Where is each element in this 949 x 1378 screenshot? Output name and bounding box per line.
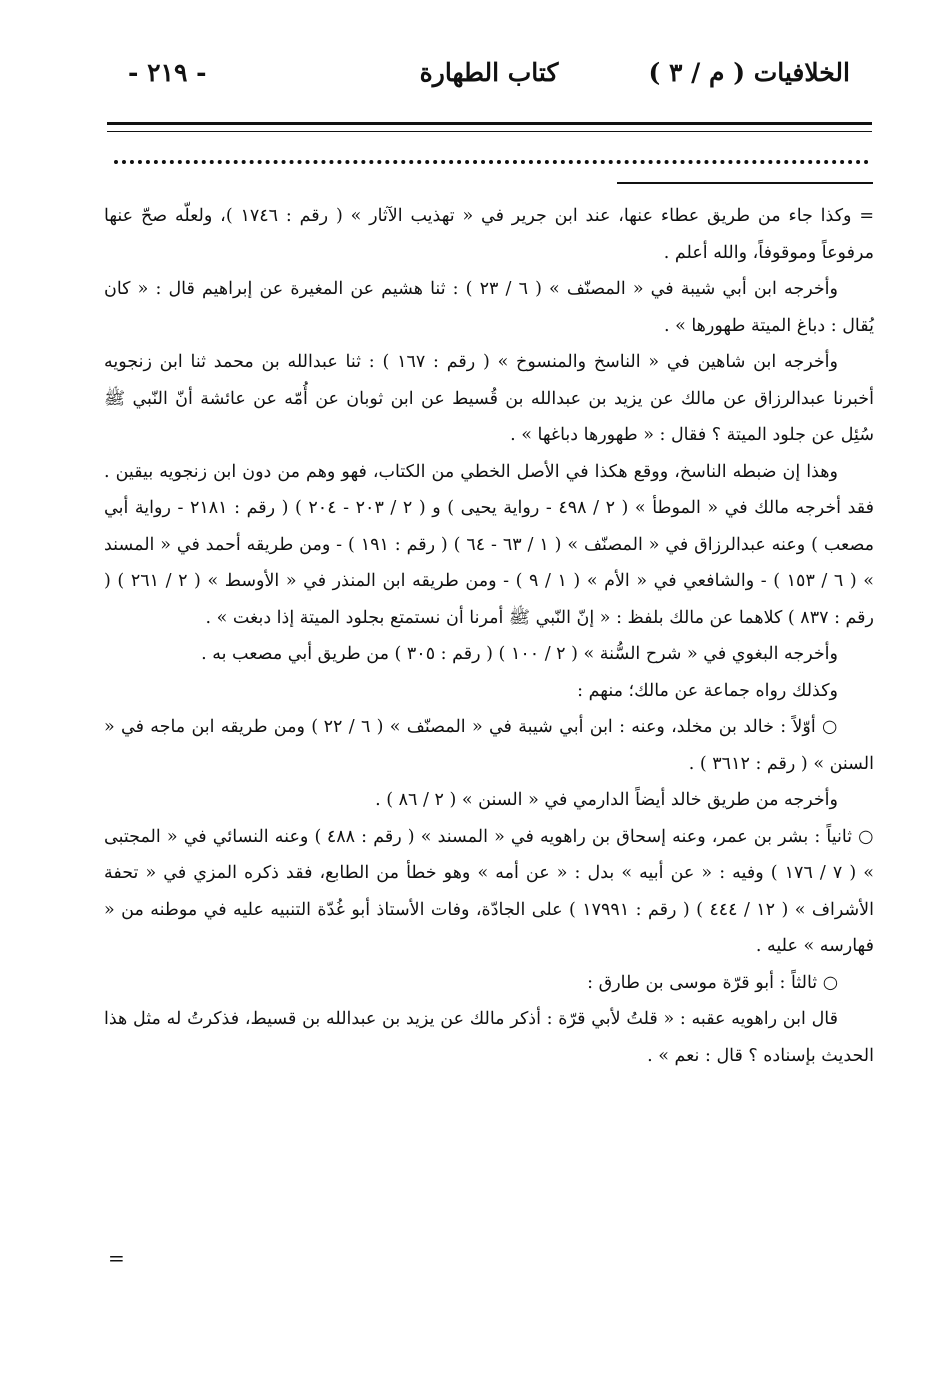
- paragraph: ○ ثانياً : بشر بن عمر، وعنه إسحاق بن راهويه في « المسند » ( رقم : ٤٨٨ ) وعنه النسائي في « المجتبى » ( ٧ / ١٧٦ ) وفيه : « عن أبيه » بدل : « عن أمه » وهو خطأ من الطابع، فقد ذكره المزي في « تحفة الأشراف » ( ١٢ / ٤٤٤ ) ( رقم : ١٧٩٩١ ) على الجادّة، وفات الأستاذ أبو غُدّة التنبيه عليه في موطنه من « فهارسه » عليه .: [104, 826, 875, 956]
- page-header: [128, 58, 850, 98]
- paragraph: ○ أوّلاً : خالد بن مخلد، وعنه : ابن أبي شيبة في « المصنّف » ( ٦ / ٢٢ ) ومن طريقه ابن ماجه في « السنن » ( رقم : ٣٦١٢ ) .: [104, 717, 874, 774]
- header-rule-thin: [107, 131, 872, 132]
- paragraph: وأخرجه ابن أبي شيبة في « المصنّف » ( ٦ / ٢٣ ) : ثنا هشيم عن المغيرة عن إبراهيم قال : « كان يُقال : دباغ الميتة طهورها » .: [104, 279, 874, 336]
- dotted-separator: [114, 150, 869, 164]
- paragraph: قال ابن راهويه عقبه : « قلتُ لأبي قرّة : أذكر مالك عن يزيد بن عبدالله بن قسيط، فذكرتُ له مثل هذا الحديث بإسناده ؟ قال : نعم » .: [104, 1009, 874, 1066]
- paragraph: ○ ثالثاً : أبو قرّة موسى بن طارق :: [587, 972, 838, 993]
- paragraph: وكذلك رواه جماعة عن مالك؛ منهم :: [577, 680, 838, 701]
- paragraph: وهذا إن ضبطه الناسخ، ووقع هكذا في الأصل الخطي من الكتاب، فهو وهم من دون ابن زنجويه بيقين . فقد أخرجه مالك في « الموطأ » ( ٢ / ٤٩٨ - رواية يحيى ) و ( ٢ / ٢٠٣ - ٢٠٤ ) ( رقم : ٢١٨١ - رواية أبي مصعب ) وعنه عبدالرزاق في « المصنّف » ( ١ / ٦٣ - ٦٤ ) ( رقم : ١٩١ ) - ومن طريقه أحمد في « المسند » ( ٦ / ١٥٣ ) - والشافعي في « الأم » ( ١ / ٩ ) - ومن طريقه ابن المنذر في « الأوسط » ( ٢ / ٢٦١ ) ( رقم : ٨٣٧ ) كلاهما عن مالك بلفظ : « إنّ النّبي ﷺ أمرنا أن نستمتع بجلود الميتة إذا دبغت » .: [104, 461, 875, 628]
- header-volume-title: الخلافيات ( م / ٣ ): [648, 58, 850, 87]
- footnote-rule: [617, 182, 873, 184]
- continuation-marker: =: [108, 1246, 125, 1270]
- footnote-body: [104, 198, 874, 1074]
- header-rule-thick: [107, 122, 872, 125]
- paragraph: وأخرجه ابن شاهين في « الناسخ والمنسوخ » ( رقم : ١٦٧ ) : ثنا عبدالله بن محمد ثنا ابن زنجويه أخبرنا عبدالرزاق عن مالك عن يزيد بن عبدالله بن قُسيط عن ابن ثوبان عن أُمّه عن عائشة أنّ النّبي ﷺ سُئِل عن جلود الميتة ؟ فقال : « طهورها دباغها » .: [104, 352, 874, 445]
- header-page-number: - ٢١٩ -: [128, 58, 207, 87]
- paragraph: وأخرجه البغوي في « شرح السُّنة » ( ٢ / ١٠٠ ) ( رقم : ٣٠٥ ) من طريق أبي مصعب به .: [201, 644, 838, 664]
- header-chapter-title: كتاب الطهارة: [419, 58, 559, 87]
- paragraph: = وكذا جاء من طريق عطاء عنها، عند ابن جرير في « تهذيب الآثار » ( رقم : ١٧٤٦ )، ولعلّه صحّ عنها مرفوعاً وموقوفاً، والله أعلم .: [104, 206, 874, 263]
- paragraph: وأخرجه من طريق خالد أيضاً الدارمي في « السنن » ( ٢ / ٨٦ ) .: [375, 790, 838, 810]
